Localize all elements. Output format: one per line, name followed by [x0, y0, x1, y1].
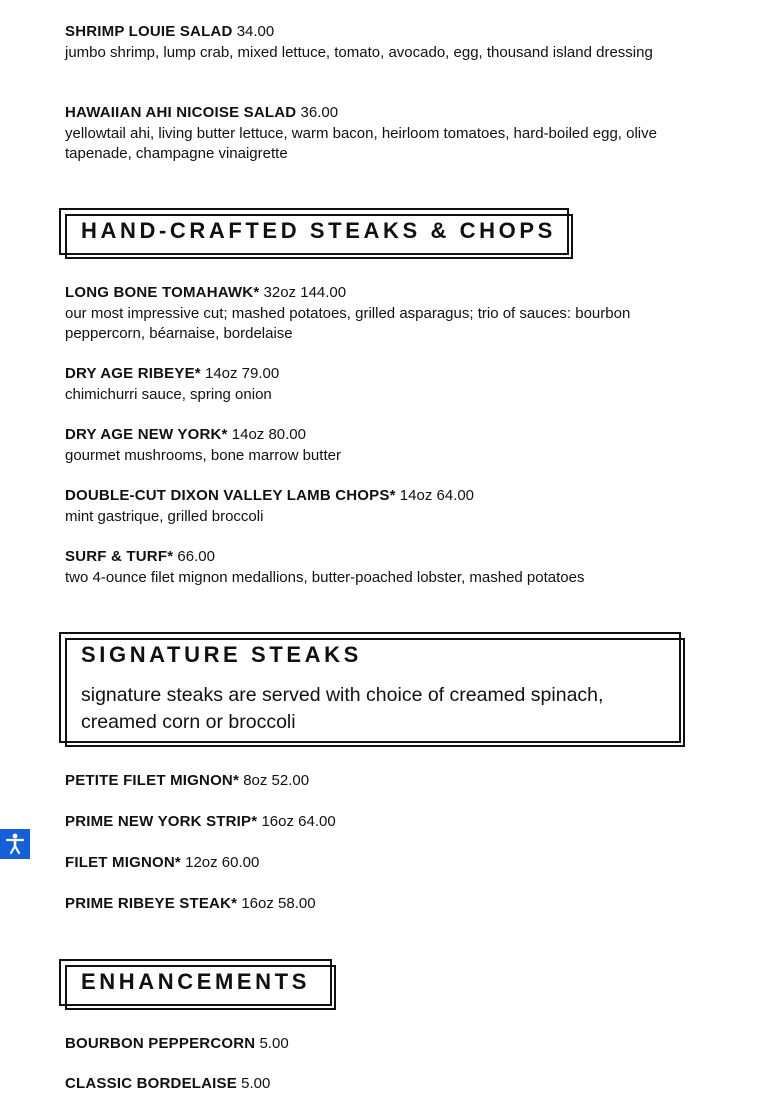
menu-item	[65, 283, 690, 344]
item-name: PETITE FILET MIGNON*	[65, 772, 240, 789]
item-price: 16oz 64.00	[261, 813, 336, 830]
item-name: DRY AGE RIBEYE*	[65, 365, 201, 382]
item-description: jumbo shrimp, lump crab, mixed lettuce, tomato, avocado, egg, thousand island dressing	[65, 44, 653, 61]
item-price: 8oz 52.00	[243, 772, 310, 789]
item-name: DRY AGE NEW YORK*	[65, 426, 228, 443]
item-price: 14oz 64.00	[399, 487, 475, 504]
item-name: SURF & TURF*	[65, 548, 174, 565]
item-name: PRIME NEW YORK STRIP*	[65, 813, 258, 830]
item-price: 5.00	[241, 1075, 271, 1092]
item-price: 14oz 80.00	[231, 426, 306, 443]
item-price: 12oz 60.00	[185, 854, 260, 871]
menu-item	[65, 103, 690, 164]
item-price: 14oz 79.00	[204, 365, 280, 382]
item-name: PRIME RIBEYE STEAK*	[65, 895, 238, 912]
section-heading: SIGNATURE STEAKS	[81, 642, 362, 667]
item-description: chimichurri sauce, spring onion	[65, 386, 272, 403]
section-heading-box	[65, 965, 336, 1010]
item-name: HAWAIIAN AHI NICOISE SALAD	[65, 104, 297, 121]
item-name: BOURBON PEPPERCORN	[65, 1035, 256, 1052]
item-name: SHRIMP LOUIE SALAD	[65, 23, 233, 40]
item-description: two 4-ounce filet mignon medallions, butter-poached lobster, mashed potatoes	[65, 569, 585, 586]
item-price: 5.00	[259, 1035, 289, 1052]
item-price: 34.00	[236, 23, 275, 40]
item-name: LONG BONE TOMAHAWK*	[65, 284, 260, 301]
item-price: 66.00	[177, 548, 215, 565]
item-description: gourmet mushrooms, bone marrow butter	[65, 447, 341, 464]
accessibility-button[interactable]	[0, 829, 30, 859]
section-heading: ENHANCEMENTS	[81, 969, 310, 994]
menu-item	[65, 1034, 690, 1054]
item-name: DOUBLE-CUT DIXON VALLEY LAMB CHOPS*	[65, 487, 396, 504]
section-heading-box	[65, 214, 573, 259]
item-name: FILET MIGNON*	[65, 854, 181, 871]
menu-item	[65, 364, 690, 405]
menu-item	[65, 22, 690, 63]
menu-item	[65, 486, 690, 527]
item-description: yellowtail ahi, living butter lettuce, warm bacon, heirloom tomatoes, hard-boiled egg, olive tapenade, champagne vinaigrette	[65, 125, 657, 162]
item-price: 16oz 58.00	[241, 895, 316, 912]
item-price: 36.00	[300, 104, 339, 121]
item-name: CLASSIC BORDELAISE	[65, 1075, 237, 1092]
menu-item	[65, 425, 690, 466]
menu-item	[65, 812, 690, 832]
accessibility-icon	[5, 833, 25, 855]
menu-item	[65, 853, 690, 873]
menu-item	[65, 547, 690, 588]
menu-item	[65, 1074, 690, 1094]
section-heading-box	[65, 638, 685, 747]
item-description: our most impressive cut; mashed potatoes, grilled asparagus; trio of sauces: bourbon peppercorn, béarnaise, bordelaise	[65, 305, 631, 342]
item-description: mint gastrique, grilled broccoli	[65, 508, 264, 525]
item-price: 32oz 144.00	[263, 284, 347, 301]
menu-item	[65, 894, 690, 914]
section-heading: HAND-CRAFTED STEAKS & CHOPS	[81, 218, 556, 243]
menu-item	[65, 771, 690, 791]
section-note: signature steaks are served with choice of creamed spinach, creamed corn or broccoli	[81, 684, 604, 733]
